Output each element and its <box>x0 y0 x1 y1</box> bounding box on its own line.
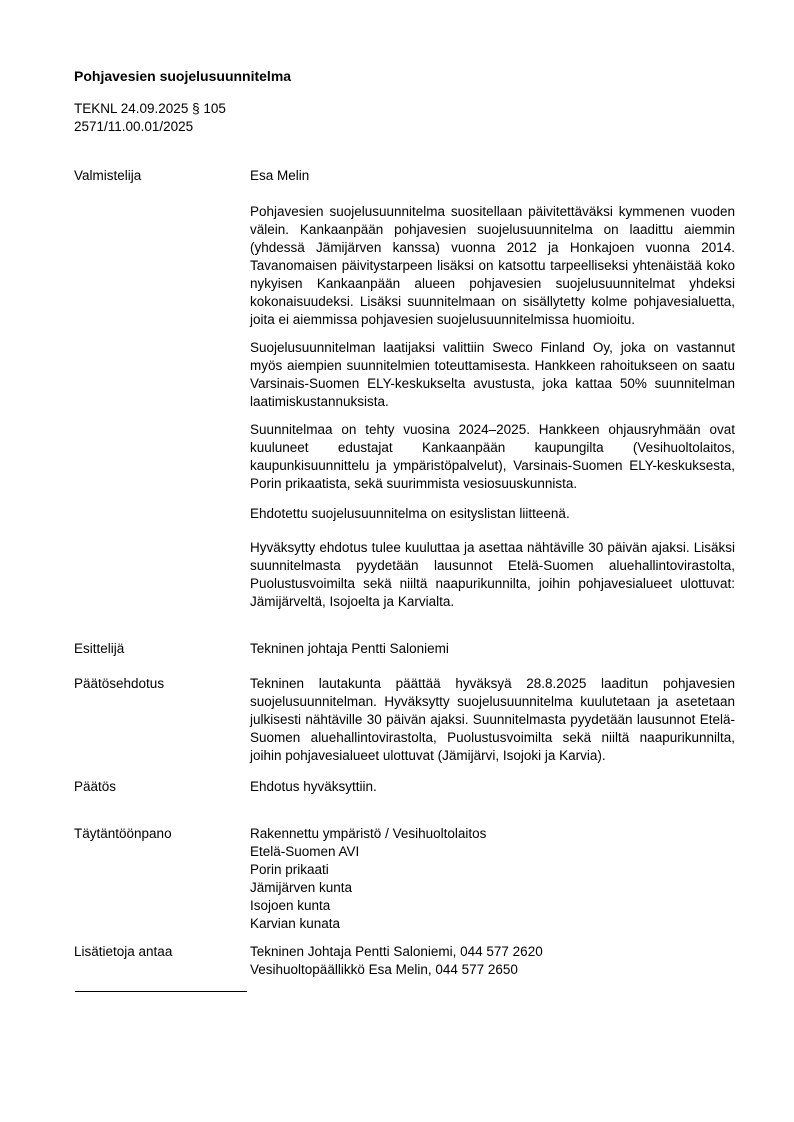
implementation-item: Isojoen kunta <box>250 898 331 913</box>
contact-line: Tekninen Johtaja Pentti Saloniemi, 044 577 2620 <box>250 944 543 959</box>
valmistelija-paragraph: Suunnitelmaa on tehty vuosina 2024–2025. Hankkeen ohjausryhmään ovat kuuluneet edustajat Kankaanpään kaupungilta (Vesihuoltolaitos, kaupunkisuunnittelu ja ympäristöpalvelut), Varsinais-Suomen ELY-keskuksesta, Porin prikaatista, sekä suurimmista vesiosuuskunnista. <box>250 422 735 491</box>
valmistelija-label: Valmistelija <box>74 168 142 183</box>
preparer-name: Esa Melin <box>250 168 310 183</box>
paatosehdotus-label: Päätösehdotus <box>74 676 165 691</box>
presenter-name: Tekninen johtaja Pentti Saloniemi <box>250 641 449 656</box>
implementation-item: Porin prikaati <box>250 862 329 877</box>
esittelija-content <box>250 640 735 658</box>
section-valmistelija <box>74 167 735 611</box>
diary-number: 2571/11.00.01/2025 <box>74 119 194 134</box>
implementation-item: Etelä-Suomen AVI <box>250 844 360 859</box>
lisatietoja-label: Lisätietoja antaa <box>74 944 173 959</box>
section-paatos <box>74 778 735 796</box>
valmistelija-paragraph: Hyväksytty ehdotus tulee kuuluttaa ja asettaa nähtäville 30 päivän ajaksi. Lisäksi suunnitelmasta pyydetään lausunnot Etelä-Suomen aluehallintovirastolta, Puolustusvoimilta sekä niiltä naapurikunnilta, joihin pohjavesialueet ulottuvat: Jämijärveltä, Isojoelta ja Karvialta. <box>250 540 735 609</box>
decision-text: Ehdotus hyväksyttiin. <box>250 779 377 794</box>
paatos-content <box>250 778 735 796</box>
implementation-item: Jämijärven kunta <box>250 880 353 895</box>
valmistelija-paragraph: Suojelusuunnitelman laatijaksi valittiin Sweco Finland Oy, joka on vastannut myös aiempien suunnitelmien toteuttamisesta. Hankkeen rahoitukseen on saatu Varsinais-Suomen ELY-keskukselta avustusta, joka kattaa 50% suunnitelman laatimiskustannuksista. <box>250 340 735 409</box>
footnote-separator <box>75 991 247 992</box>
section-esittelija <box>74 640 735 658</box>
valmistelija-paragraph: Pohjavesien suojelusuunnitelma suositellaan päivitettäväksi kymmenen vuoden välein. Kankaanpään pohjavesien suojelusuunnitelma on laadittu aiemmin (yhdessä Jämijärven kanssa) vuonna 2012 ja Honkajoen vuonna 2014. Tavanomaisen päivitystarpeen lisäksi on katsottu tarpeelliseksi yhtenäistää koko nykyisen Kankaanpään alueen pohjavesien suojelusuunnitelmat yhdeksi kokonaisuudeksi. Lisäksi suunnitelmaan on sisällytetty kolme pohjavesialuetta, joita ei aiemmissa pohjavesien suojelusuunnitelmissa huomioitu. <box>250 204 735 327</box>
taytantoonpano-content <box>250 825 735 933</box>
case-reference: TEKNL 24.09.2025 § 105 <box>74 101 226 116</box>
section-lisatietoja <box>74 943 735 979</box>
document-title: Pohjavesien suojelusuunnitelma <box>74 68 292 84</box>
taytantoonpano-label: Täytäntöönpano <box>74 826 172 841</box>
implementation-item: Karvian kunata <box>250 916 341 931</box>
contact-line: Vesihuoltopäällikkö Esa Melin, 044 577 2650 <box>250 962 518 977</box>
paatosehdotus-content <box>250 675 735 765</box>
esittelija-label: Esittelijä <box>74 641 125 656</box>
implementation-item: Rakennettu ympäristö / Vesihuoltolaitos <box>250 826 487 841</box>
paatos-label: Päätös <box>74 779 117 794</box>
reference-block <box>74 100 735 136</box>
section-taytantoonpano <box>74 825 735 933</box>
valmistelija-content <box>250 167 735 611</box>
decision-proposal-text: Tekninen lautakunta päättää hyväksyä 28.8.2025 laaditun pohjavesien suojelusuunnitelman. Hyväksytty suojelusuunnitelma kuulutetaan ja asetetaan julkisesti nähtäville 30 päivän ajaksi. Suunnitelmasta pyydetään lausunnot Etelä-Suomen aluehallintovirastolta, Puolustusvoimilta sekä niiltä naapurikunnilta, joihin pohjavesialueet ulottuvat (Jämijärvi, Isojoki ja Karvia). <box>250 676 735 763</box>
valmistelija-paragraph: Ehdotettu suojelusuunnitelma on esityslistan liitteenä. <box>250 506 570 521</box>
lisatietoja-content <box>250 943 735 979</box>
section-paatosehdotus <box>74 675 735 765</box>
